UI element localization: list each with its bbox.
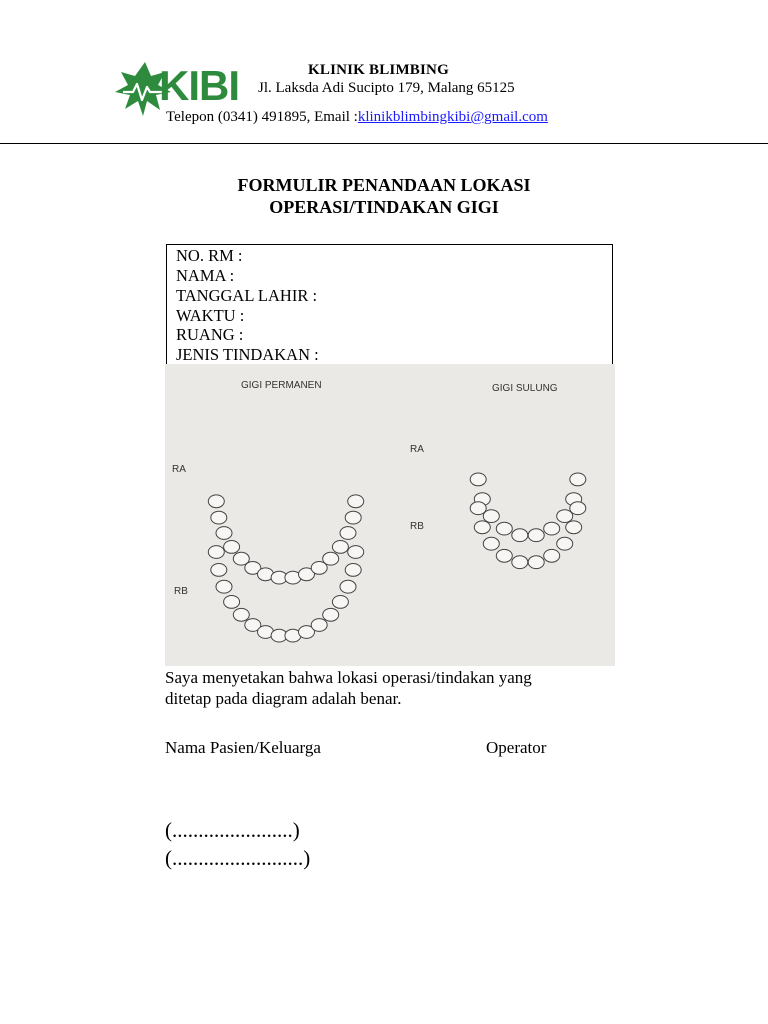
statement-line-2: ditetap pada diagram adalah benar. [165, 689, 402, 708]
patient-signature-label: Nama Pasien/Keluarga [165, 738, 321, 757]
permanent-upper-tooth[interactable] [332, 541, 348, 554]
statement-text [165, 667, 615, 709]
permanent-lower-tooth[interactable] [348, 546, 364, 559]
lower-jaw-label-deciduous: RB [410, 521, 424, 532]
deciduous-upper-tooth[interactable] [544, 522, 560, 535]
deciduous-lower-tooth[interactable] [470, 502, 486, 515]
signature-line-2[interactable]: (.........................) [165, 846, 311, 870]
field-jenis-tindakan[interactable]: JENIS TINDAKAN : [176, 345, 319, 364]
permanent-lower-tooth[interactable] [332, 596, 348, 609]
field-waktu[interactable]: WAKTU : [176, 306, 245, 325]
statement-line-1: Saya menyetakan bahwa lokasi operasi/tindakan yang [165, 668, 532, 687]
permanent-lower-tooth[interactable] [224, 596, 240, 609]
permanent-upper-tooth[interactable] [216, 527, 232, 540]
signature-line-1[interactable]: (.......................) [165, 818, 300, 842]
permanent-upper-tooth[interactable] [208, 495, 224, 508]
deciduous-lower-tooth[interactable] [496, 549, 512, 562]
patient-info-box [166, 244, 613, 365]
permanent-lower-tooth[interactable] [216, 580, 232, 593]
deciduous-upper-tooth[interactable] [528, 529, 544, 542]
permanent-upper-tooth[interactable] [345, 511, 361, 524]
dental-chart[interactable] [165, 364, 615, 666]
deciduous-lower-tooth[interactable] [570, 502, 586, 515]
permanent-lower-tooth[interactable] [340, 580, 356, 593]
contact-phone: Telepon (0341) 491895, Email : [166, 109, 358, 125]
clinic-address: Jl. Laksda Adi Sucipto 179, Malang 65125 [258, 80, 515, 96]
permanent-lower-tooth[interactable] [323, 608, 339, 621]
deciduous-lower-tooth[interactable] [544, 549, 560, 562]
permanent-lower-tooth[interactable] [233, 608, 249, 621]
form-title-line-1: FORMULIR PENANDAAN LOKASI [237, 175, 531, 195]
deciduous-lower-tooth[interactable] [528, 556, 544, 569]
field-nama[interactable]: NAMA : [176, 266, 235, 285]
deciduous-lower-tooth[interactable] [512, 556, 528, 569]
deciduous-upper-tooth[interactable] [557, 510, 573, 523]
permanent-lower-tooth[interactable] [345, 564, 361, 577]
deciduous-upper-tooth[interactable] [483, 510, 499, 523]
field-no-rm[interactable]: NO. RM : [176, 246, 243, 265]
deciduous-upper-tooth[interactable] [570, 473, 586, 486]
header-divider [0, 143, 768, 144]
permanent-upper-tooth[interactable] [211, 511, 227, 524]
deciduous-upper-tooth[interactable] [470, 473, 486, 486]
permanent-upper-tooth[interactable] [348, 495, 364, 508]
lower-jaw-label-permanent: RB [174, 586, 188, 597]
clinic-contact [166, 109, 548, 126]
clinic-name: KLINIK BLIMBING [308, 62, 449, 78]
logo-text: KIBI [159, 62, 239, 109]
form-title-line-2: OPERASI/TINDAKAN GIGI [269, 197, 499, 217]
deciduous-lower-tooth[interactable] [557, 537, 573, 550]
form-title [0, 174, 768, 218]
operator-signature-label: Operator [486, 738, 547, 757]
deciduous-lower-tooth[interactable] [566, 521, 582, 534]
field-ruang[interactable]: RUANG : [176, 325, 244, 344]
email-link[interactable]: klinikblimbingkibi@gmail.com [357, 109, 548, 125]
permanent-lower-tooth[interactable] [311, 619, 327, 632]
deciduous-lower-tooth[interactable] [474, 521, 490, 534]
permanent-lower-tooth[interactable] [211, 564, 227, 577]
permanent-teeth-label: GIGI PERMANEN [241, 380, 322, 391]
field-tanggal-lahir[interactable]: TANGGAL LAHIR : [176, 286, 318, 305]
permanent-upper-tooth[interactable] [340, 527, 356, 540]
upper-jaw-label-permanent: RA [172, 464, 186, 475]
deciduous-teeth-label: GIGI SULUNG [492, 383, 558, 394]
permanent-lower-tooth[interactable] [208, 546, 224, 559]
deciduous-upper-tooth[interactable] [512, 529, 528, 542]
deciduous-lower-tooth[interactable] [483, 537, 499, 550]
permanent-upper-tooth[interactable] [323, 552, 339, 565]
upper-jaw-label-deciduous: RA [410, 444, 424, 455]
deciduous-upper-tooth[interactable] [496, 522, 512, 535]
permanent-upper-tooth[interactable] [224, 541, 240, 554]
